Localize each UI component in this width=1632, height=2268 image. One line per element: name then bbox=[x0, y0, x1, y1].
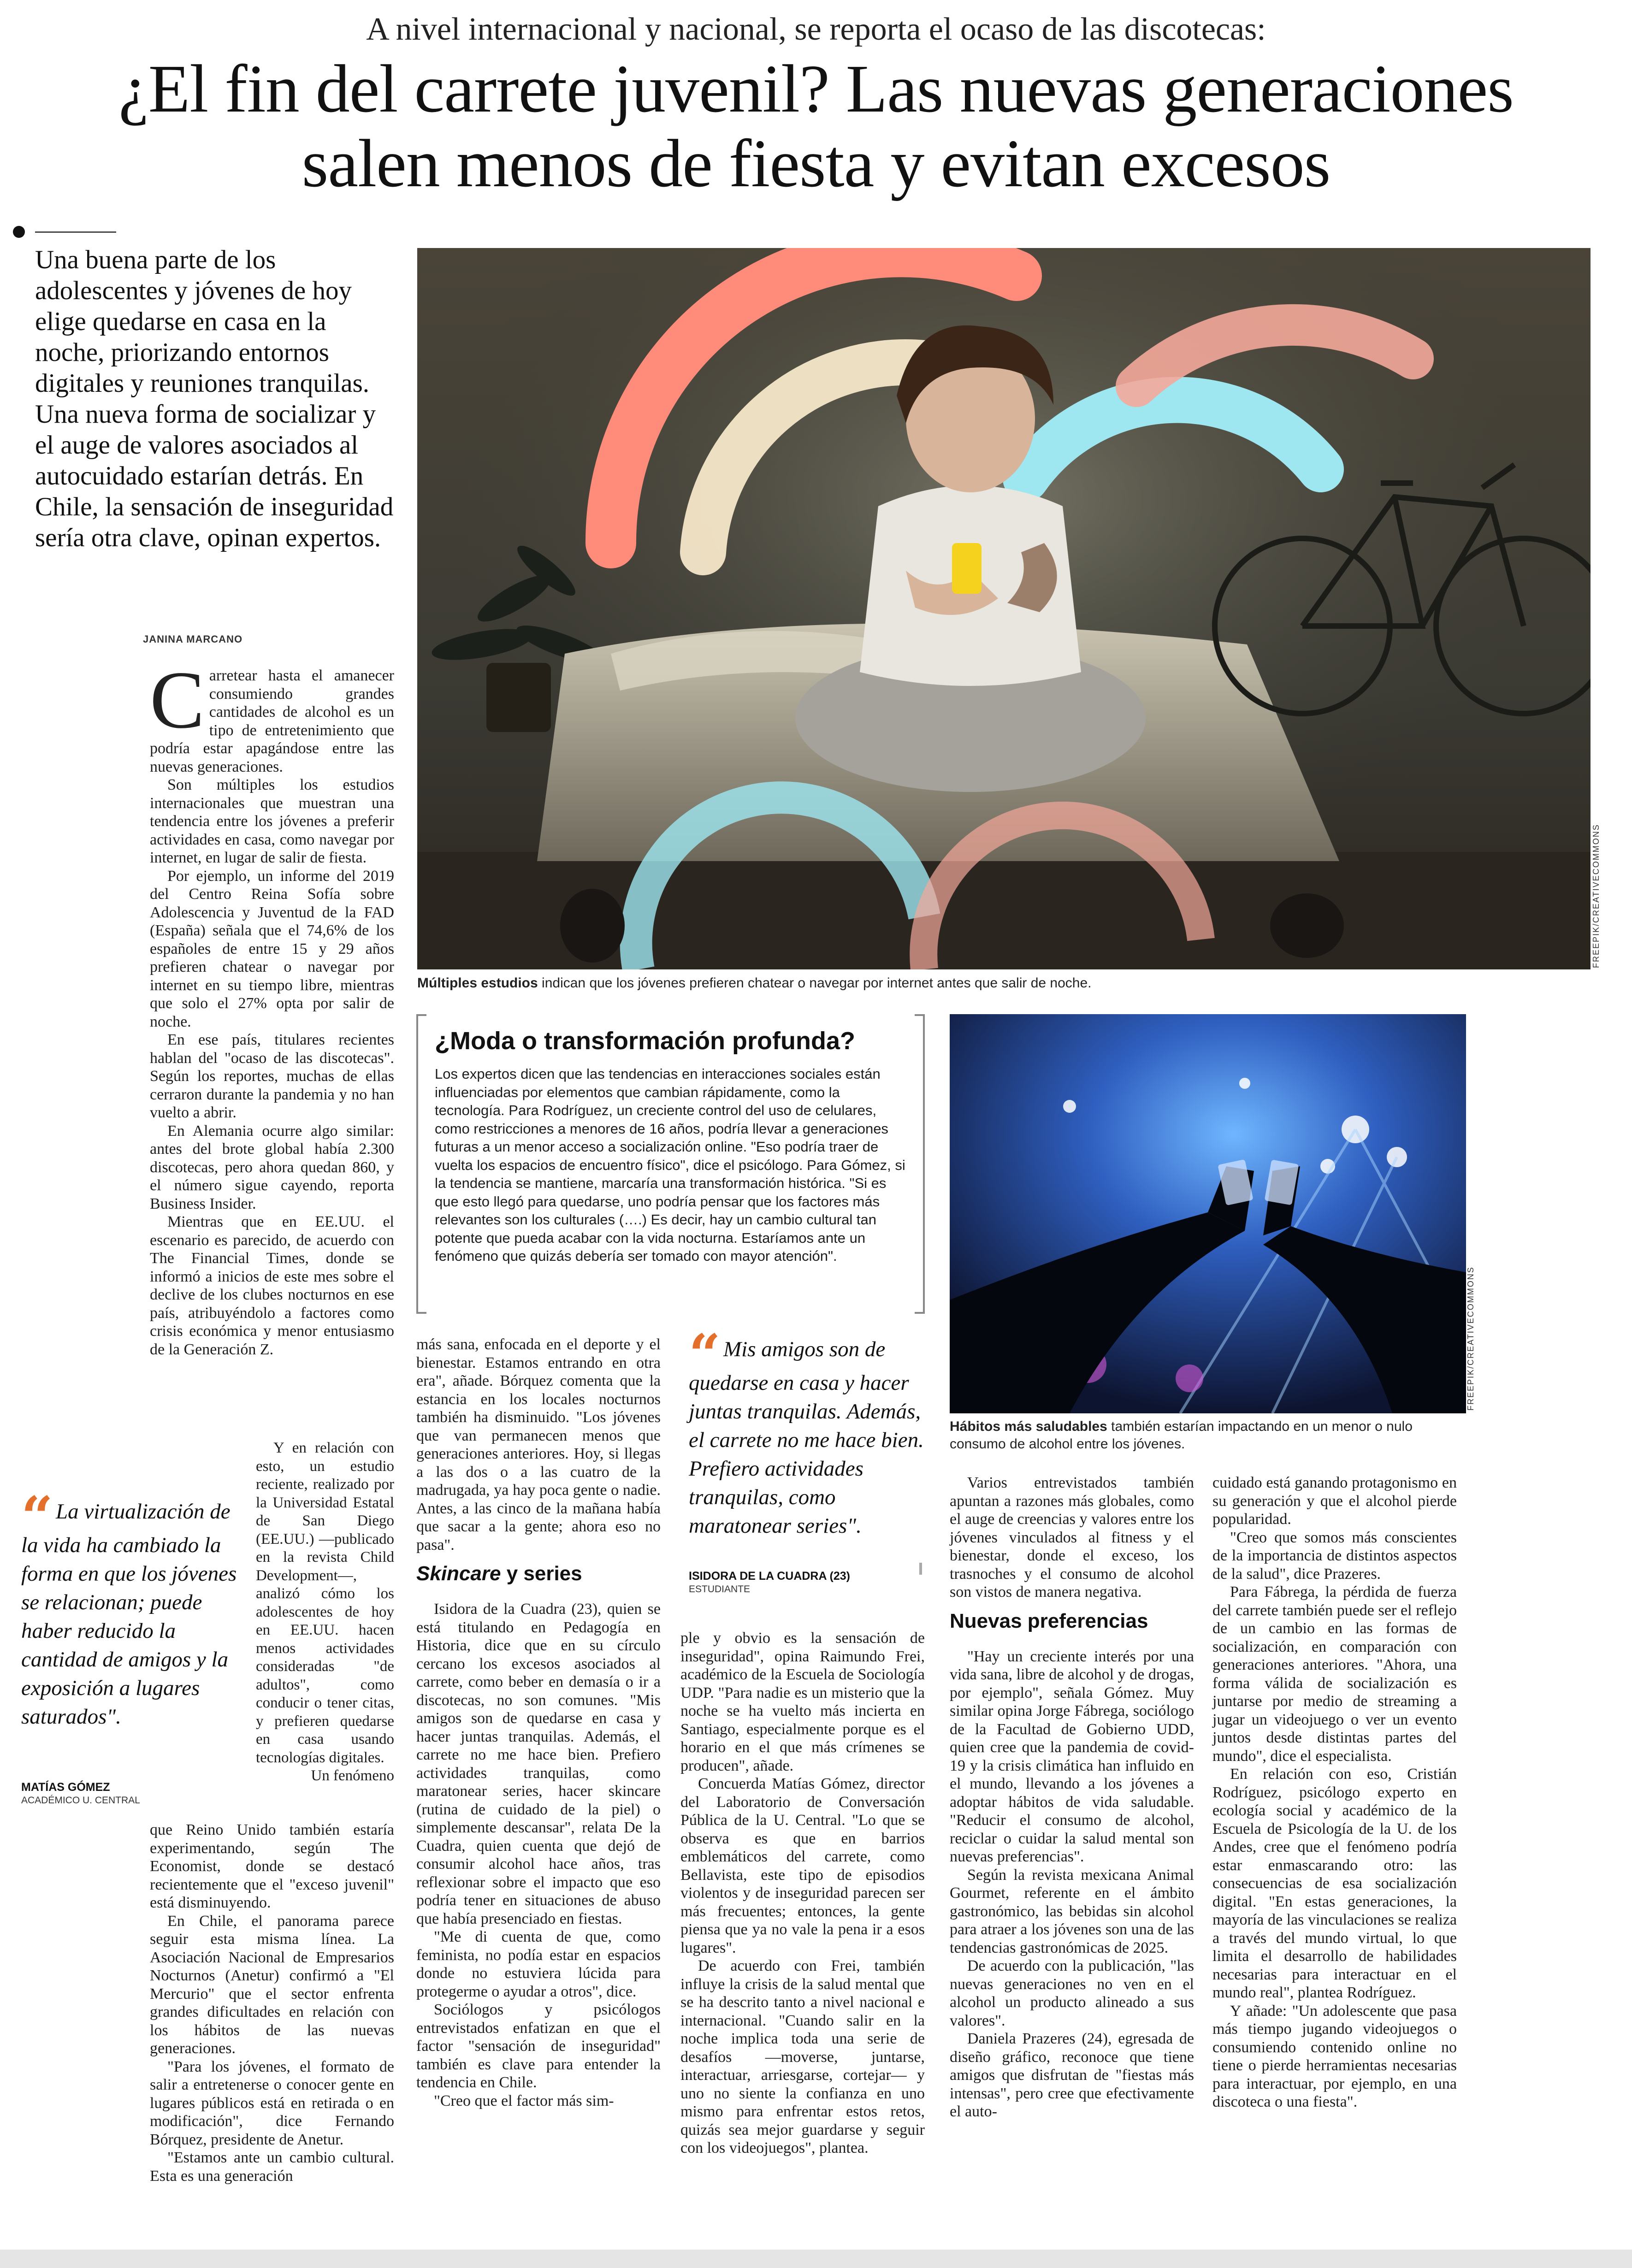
main-photo-illustration bbox=[417, 248, 1591, 969]
lead-rule bbox=[35, 231, 116, 233]
body-paragraph: Isidora de la Cuadra (23), quien se está titulando en Pedagogía en Historia, dice que en su círculo cercano los excesos asociados al carrete, como beber en demasía o ir a discotecas, no son comunes. "Mis amigos son de quedarse en casa y hacer juntas tranquilas. Además, el carrete no me hace bien. Prefiero actividades tranquilas, como maratonear series, hacer skincare (rutina de cuidado de la piel) o simplemente descansar", relata De la Cuadra, quien cuenta que dejó de consumir alcohol hace años, tras reflexionar sobre el impacto que eso podría tener en situaciones de abuso que había presenciado en fiestas. bbox=[416, 1601, 661, 1927]
body-paragraph: "Estamos ante un cambio cultural. Esta es una generación bbox=[150, 2149, 394, 2185]
drop-cap: C bbox=[150, 654, 205, 745]
second-photo bbox=[950, 1014, 1466, 1413]
body-paragraph: Y añade: "Un adolescente que pasa más tiempo jugando videojuegos o consumiendo contenido online no tiene o pierde herramientas necesarias para interactuar, por ejemplo, en una discoteca o una fiesta". bbox=[1212, 2002, 1457, 2110]
body-column-1 bbox=[150, 654, 394, 1358]
body-column-1-narrow bbox=[256, 1439, 394, 1785]
body-paragraph: ple y obvio es la sensación de inseguridad", opina Raimundo Frei, académico de la Escuela de Sociología UDP. "Para nadie es un misterio que la noche se ha vuelto más incierta en Santiago, especialmente porque es el horario en el que más crímenes se producen", añade. bbox=[680, 1630, 925, 1774]
body-paragraph: Son múltiples los estudios internacionales que muestran una tendencia entre los jóvenes a preferir actividades en casa, como navegar por internet, en lugar de salir de fiesta. bbox=[150, 776, 394, 866]
body-paragraph: más sana, enfocada en el deporte y el bienestar. Estamos entrando en otra era", añade. Bórquez comenta que la estancia en los locales nocturnos también ha disminuido. "Los jóvenes que van permanecen menos que generaciones anteriores. Hoy, si llegas a las dos o a las cuatro de la madrugada, ya hay poca gente o nadie. Antes, a las cinco de la mañana había que sacar a la gente; ahora eso no pasa". bbox=[416, 1336, 661, 1553]
page-footer-band bbox=[0, 2250, 1632, 2268]
pull-quote-1-role: ACADÉMICO U. CENTRAL bbox=[21, 1795, 140, 1806]
body-paragraph: "Creo que el factor más sim- bbox=[434, 2092, 614, 2109]
photo1-caption bbox=[417, 975, 1591, 992]
photo2-caption-text: también estarían impactando en un menor o nulo consumo de alcohol entre los jóvenes. bbox=[950, 1419, 1413, 1452]
pull-quote-1-text: La virtualización de la vida ha cambiado la forma en que los jóvenes se relacionan; puede haber reducido la cantidad de amigos y la exposición a lugares saturados". bbox=[21, 1500, 237, 1729]
quote-bracket bbox=[919, 1563, 922, 1575]
photo1-caption-bold: Múltiples estudios bbox=[417, 975, 538, 991]
body-paragraph: Para Fábrega, la pérdida de fuerza del carrete también puede ser el reflejo de un cambio en las formas de socialización, en comparación con generaciones anteriores. "Ahora, una forma válida de socialización es juntarse por medio de streaming a jugar un videojuego o ver un evento juntos desde distintas partes del mundo", dice el especialista. bbox=[1212, 1583, 1457, 1765]
pull-quote-2 bbox=[689, 1322, 924, 1540]
pull-quote-1-name: MATÍAS GÓMEZ bbox=[21, 1781, 110, 1794]
body-paragraph: En Alemania ocurre algo similar: antes del brote global había 2.300 discotecas, pero ahora quedan 860, y el número sigue cayendo, reporta Business Insider. bbox=[150, 1122, 394, 1212]
body-column-1-bottom bbox=[150, 1821, 394, 2185]
body-column-3 bbox=[680, 1629, 925, 2157]
kicker: A nivel internacional y nacional, se reporta el ocaso de las discotecas: bbox=[366, 12, 1266, 47]
quote-mark-icon: “ bbox=[689, 1322, 721, 1387]
sidebar-box bbox=[416, 1014, 925, 1314]
body-paragraph: "Para los jóvenes, el formato de salir a entretenerse o conocer gente en lugares públicos está en retirada o en modificación", dice Fernando Bórquez, presidente de Anetur. bbox=[150, 2058, 394, 2148]
body-paragraph: Concuerda Matías Gómez, director del Laboratorio de Conversación Pública de la U. Central. "Lo que se observa es que en barrios emblemáticos del carrete, como Bellavista, este tipo de episodios violentos y de inseguridad parecen ser más frecuentes; entonces, la gente piensa que ya no vale la pena ir a esos lugares". bbox=[680, 1775, 925, 1956]
body-paragraph: Daniela Prazeres (24), egresada de diseño gráfico, reconoce que tiene amigos que disfrutan de "fiestas más intensas", pero cree que efectivamente el auto- bbox=[950, 2030, 1194, 2120]
quote-mark-icon: “ bbox=[21, 1484, 53, 1549]
body-paragraph: "Creo que somos más conscientes de la importancia de distintos aspectos de la salud", dice Prazeres. bbox=[1212, 1529, 1457, 1583]
subheading-skincare: Skincare y series bbox=[416, 1562, 582, 1585]
body-paragraph: En ese país, titulares recientes hablan del "ocaso de las discotecas". Según los reportes, muchas de ellas cerraron durante la pandemia y no han vuelto a abrir. bbox=[150, 1031, 394, 1121]
body-paragraph: que Reino Unido también estaría experimentando, según The Economist, donde se destacó recientemente que el "exceso juvenil" está disminuyendo. bbox=[150, 1821, 394, 1911]
bullet-dot bbox=[13, 226, 25, 238]
body-column-2 bbox=[416, 1335, 661, 2110]
body-column-5 bbox=[1212, 1474, 1457, 2111]
box-bracket-left bbox=[416, 1014, 426, 1314]
byline: JANINA MARCANO bbox=[143, 633, 243, 645]
pull-quote-2-role: ESTUDIANTE bbox=[689, 1584, 751, 1595]
headline-line-2: salen menos de fiesta y evitan excesos bbox=[302, 126, 1330, 201]
pull-quote-2-name: ISIDORA DE LA CUADRA (23) bbox=[689, 1570, 851, 1583]
box-title: ¿Moda o transformación profunda? bbox=[435, 1027, 855, 1055]
headline bbox=[18, 52, 1614, 201]
box-bracket-right bbox=[915, 1014, 925, 1314]
subheading-nuevas-preferencias: Nuevas preferencias bbox=[950, 1609, 1148, 1632]
lead-paragraph: Una buena parte de los adolescentes y jóvenes de hoy elige quedarse en casa en la noche, priorizando entornos digitales y reuniones tranquilas. Una nueva forma de socializar y el auge de valores asociados al autocuidado estarían detrás. En Chile, la sensación de inseguridad sería otra clave, opinan expertos. bbox=[35, 245, 394, 552]
body-paragraph: Según la revista mexicana Animal Gourmet, referente en el ámbito gastronómico, las bebidas sin alcohol para atraer a los jóvenes son una de las tendencias gastronómicas de 2025. bbox=[950, 1866, 1194, 1956]
headline-line-1: ¿El fin del carrete juvenil? Las nuevas generaciones bbox=[118, 51, 1514, 127]
body-paragraph: "Me di cuenta de que, como feminista, no podía estar en espacios donde no estuviera lúcida para protegerme o ayudar a otros", dice. bbox=[416, 1928, 661, 2000]
photo2-caption-bold: Hábitos más saludables bbox=[950, 1419, 1107, 1434]
photo2-caption bbox=[950, 1418, 1466, 1453]
body-paragraph: Varios entrevistados también apuntan a razones más globales, como el auge de creencias y valores entre los jóvenes vinculados al fitness y el bienestar, donde el exceso, los trasnoches y el consumo de alcohol son vistos de manera negativa. bbox=[950, 1474, 1194, 1601]
pull-quote-2-text: Mis amigos son de quedarse en casa y hacer juntas tranquilas. Además, el carrete no me hace bien. Prefiero actividades tranquilas, como maratonear series". bbox=[689, 1337, 924, 1538]
pull-quote-1 bbox=[21, 1484, 238, 1731]
body-paragraph: Sociólogos y psicólogos entrevistados enfatizan en que el factor "sensación de inseguridad" también es clave para entender la tendencia en Chile. bbox=[416, 2001, 661, 2091]
body-paragraph: Y en relación con esto, un estudio reciente, realizado por la Universidad Estatal de San Diego (EE.UU.) —publicado en la revista Child Development—, analizó cómo los adolescentes de hoy en EE.UU. hacen menos actividades consideradas "de adultos", como conducir o tener citas, y prefieren quedarse en casa usando tecnologías digitales. bbox=[256, 1440, 394, 1766]
body-paragraph: De acuerdo con la publicación, "las nuevas generaciones no ven en el alcohol un producto alineado a sus valores". bbox=[950, 1957, 1194, 2029]
box-text: Los expertos dicen que las tendencias en interacciones sociales están influenciadas por elementos que cambian rápidamente, como la tecnología. Para Rodríguez, un creciente control del uso de celulares, como restricciones a menores de 16 años, podría llevar a generaciones futuras a un menor acceso a socialización online. "Eso podría traer de vuelta los espacios de encuentro físico", dice el psicólogo. Para Gómez, si la tendencia se mantiene, marcaría una transformación histórica. "Si es que esto llegó para quedarse, uno podría pensar que los factores más relevantes son los culturales (….) Es decir, hay un cambio cultural tan potente que pueda acabar con la vida nocturna. Estaríamos ante un fenómeno que quizás debería ser tomado con mayor atención". bbox=[435, 1066, 905, 1264]
photo2-credit: FREEPIK/CREATIVECOMMONS bbox=[1466, 1266, 1475, 1411]
body-paragraph: En Chile, el panorama parece seguir esta misma línea. La Asociación Nacional de Empresarios Nocturnos (Anetur) confirmó a "El Mercurio" que el sector enfrenta grandes dificultades en relación con los hábitos de las nuevas generaciones. bbox=[150, 1912, 394, 2057]
body-column-4 bbox=[950, 1474, 1194, 2121]
body-paragraph: De acuerdo con Frei, también influye la crisis de la salud mental que se ha descrito tanto a nivel nacional e internacional. "Cuando salir en la noche implica toda una serie de desafíos —moverse, juntarse, interactuar, arriesgarse, cortejar— y uno no siente la confianza en uno mismo para enfrentar estos retos, quizás sea mejor guardarse y seguir con los videojuegos", plantea. bbox=[680, 1957, 925, 2156]
second-photo-illustration bbox=[950, 1014, 1466, 1413]
photo1-caption-text: indican que los jóvenes prefieren chatear o navegar por internet antes que salir de noche. bbox=[538, 975, 1092, 991]
body-paragraph: "Hay un creciente interés por una vida sana, libre de alcohol y de drogas, por ejemplo", señala Gómez. Muy similar opina Jorge Fábrega, sociólogo de la Facultad de Gobierno UDD, quien cree que la pandemia de covid-19 y la crisis climática han influido en el mundo, llevando a los jóvenes a adoptar hábitos de vida saludable. "Reducir el consumo de alcohol, reciclar o cuidar la salud mental son nuevas preferencias". bbox=[950, 1648, 1194, 1865]
photo1-credit: FREEPIK/CREATIVECOMMONS bbox=[1591, 824, 1601, 968]
body-paragraph: Por ejemplo, un informe del 2019 del Centro Reina Sofía sobre Adolescencia y Juventud de la FAD (España) señala que el 74,6% de los españoles de entre 15 y 29 años prefieren chatear o navegar por internet en su tiempo libre, mientras que solo el 27% opta por salir de noche. bbox=[150, 867, 394, 1030]
main-photo bbox=[417, 248, 1591, 969]
body-paragraph: Carretear hasta el amanecer consumiendo grandes cantidades de alcohol es un tipo de entretenimiento que podría estar apagándose entre las nuevas generaciones. bbox=[150, 654, 394, 775]
body-paragraph: Un fenómeno bbox=[311, 1767, 394, 1784]
body-paragraph: Mientras que en EE.UU. el escenario es parecido, de acuerdo con The Financial Times, donde se informó a inicios de este mes sobre el declive de los clubes nocturnos en ese país, atribuyéndolo a factores como crisis económica y menor entusiasmo de la Generación Z. bbox=[150, 1213, 394, 1358]
body-paragraph: En relación con eso, Cristián Rodríguez, psicólogo experto en ecología social y académico de la Escuela de Psicología de la U. de los Andes, cree que el fenómeno podría estar enmascarando otro: las consecuencias de esa socialización digital. "En estas generaciones, la mayoría de las vinculaciones se realiza a través del mundo virtual, lo que limita el desarrollo de habilidades necesarias para interactuar en el mundo real", plantea Rodríguez. bbox=[1212, 1766, 1457, 2001]
body-paragraph: cuidado está ganando protagonismo en su generación y que el alcohol pierde popularidad. bbox=[1212, 1474, 1457, 1528]
